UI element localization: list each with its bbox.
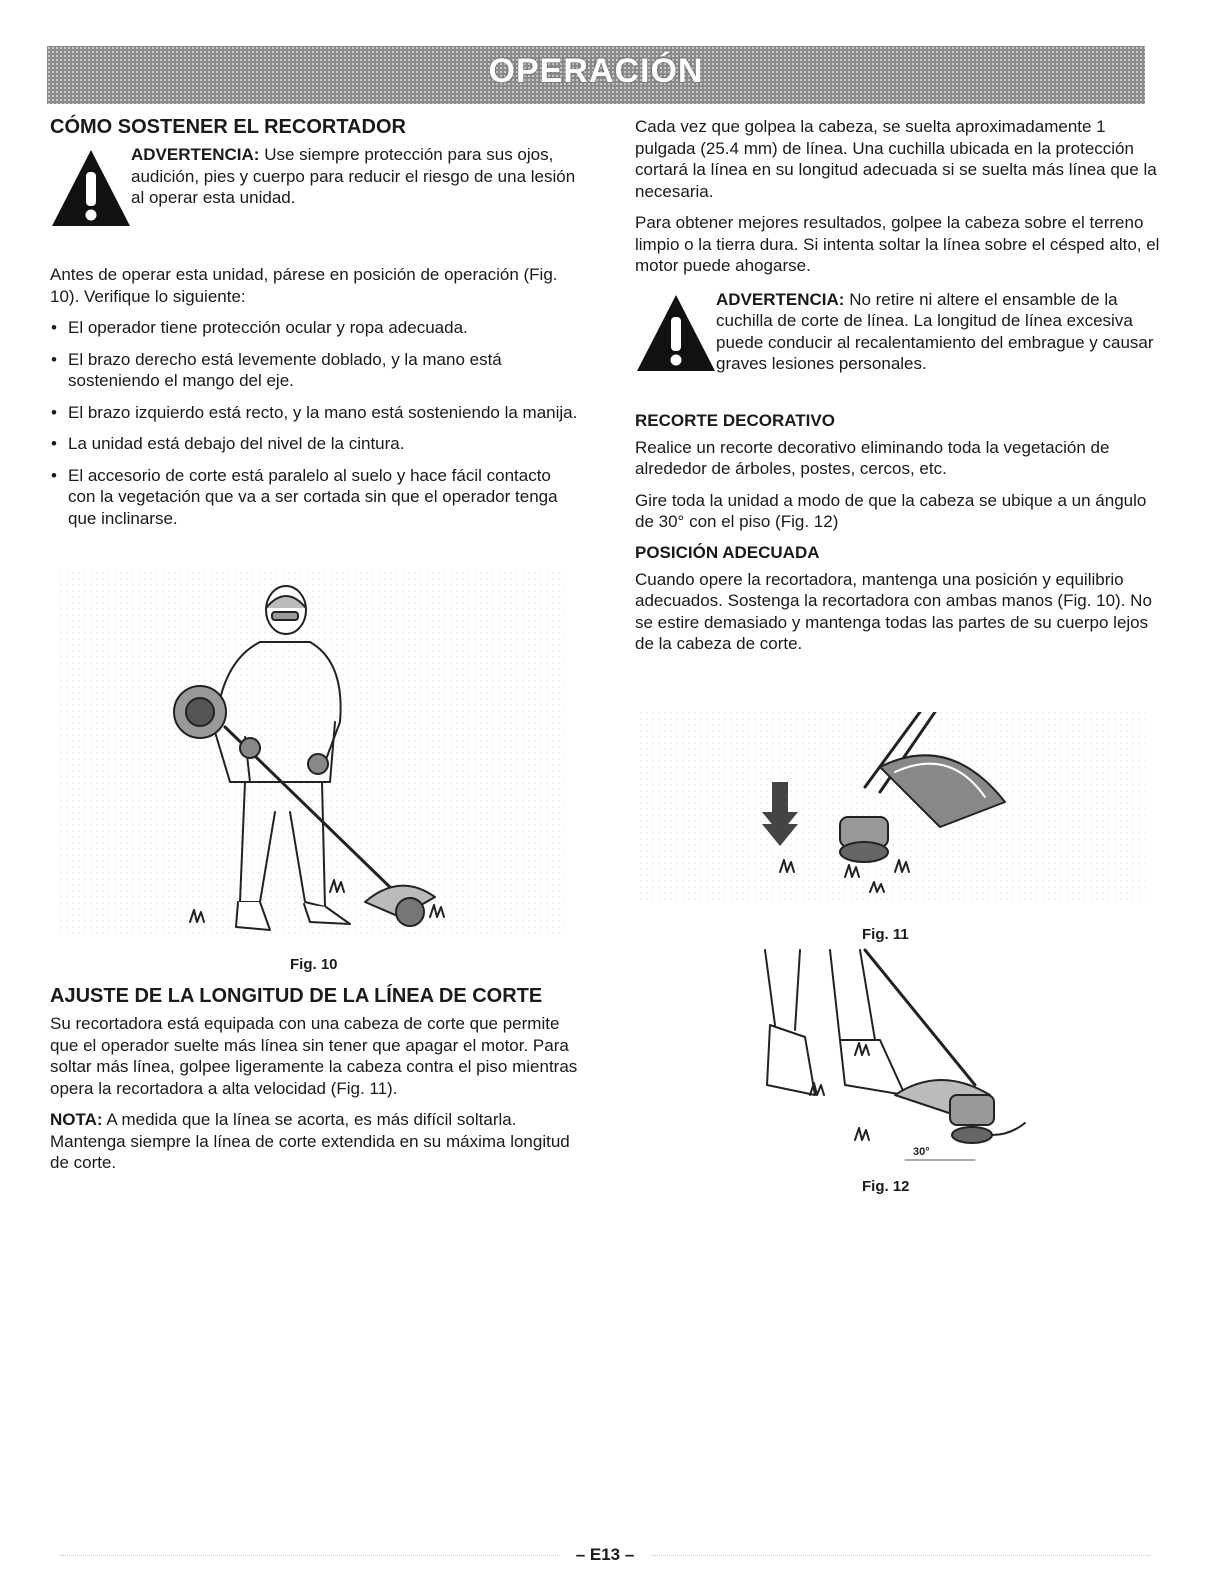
best-results-paragraph: Para obtener mejores resultados, golpee la cabeza sobre el terreno limpio o la tierra dura. Si intenta soltar la línea sobre el césped alto, el motor puede ahogarse.	[635, 213, 1160, 275]
heading-line-adjust: AJUSTE DE LA LONGITUD DE LA LÍNEA DE CORTE	[50, 985, 543, 1007]
fig12-illustration	[755, 945, 1040, 1175]
decorative-paragraph-2: Gire toda la unidad a modo de que la cabeza se ubique a un ángulo de 30° con el piso (Fig. 12)	[635, 490, 1147, 531]
warning-text-blade	[716, 289, 1165, 375]
fig11-illustration	[640, 712, 1145, 907]
warning-body: Use siempre protección para sus ojos, audición, pies y cuerpo para reducir el riesgo de una lesión al operar esta unidad.	[131, 145, 576, 207]
fig12-angle-label: 30°	[913, 1146, 930, 1158]
page-number: – E13 –	[560, 1545, 650, 1565]
checklist	[50, 317, 580, 529]
left-column	[50, 116, 580, 539]
banner-title: OPERACIÓN	[488, 52, 704, 90]
checklist-item: • El operador tiene protección ocular y ropa adecuada.	[50, 317, 580, 339]
warning-label: ADVERTENCIA:	[716, 289, 845, 309]
intro-paragraph: Antes de operar esta unidad, párese en posición de operación (Fig. 10). Verifique lo siguiente:	[50, 265, 558, 306]
note-paragraph	[50, 1109, 580, 1174]
fig12-caption: Fig. 12	[862, 1178, 910, 1195]
warning-block-holding	[50, 144, 580, 240]
note-label: NOTA:	[50, 1110, 103, 1129]
fig10-caption: Fig. 10	[290, 956, 338, 973]
position-paragraph: Cuando opere la recortadora, mantenga una posición y equilibrio adecuados. Sostenga la recortadora con ambas manos (Fig. 10). No se estire demasiado y mantenga todas las partes de su cuerpo lejos de la cabeza de corte.	[635, 569, 1152, 653]
line-adjust-paragraph: Su recortadora está equipada con una cabeza de corte que permite que el operador suelte más línea sin tener que apagar el motor. Para soltar más línea, golpee ligeramente la cabeza contra el piso mientras opera la recortadora a alta velocidad (Fig. 11).	[50, 1014, 578, 1098]
warning-block-blade	[635, 289, 1165, 385]
bump-paragraph: Cada vez que golpea la cabeza, se suelta aproximadamente 1 pulgada (25.4 mm) de línea. Una cuchilla ubicada en la protección cortará la línea en su longitud adecuada si se suelta más línea que la necesaria.	[635, 117, 1157, 201]
warning-triangle-icon	[635, 293, 717, 373]
heading-decorative: RECORTE DECORATIVO	[635, 410, 835, 430]
note-text: A medida que la línea se acorta, es más difícil soltarla. Mantenga siempre la línea de corte extendida en su máxima longitud de corte.	[50, 1110, 570, 1172]
warning-text-holding	[131, 144, 580, 209]
warning-body: No retire ni altere el ensamble de la cuchilla de corte de línea. La longitud de línea excesiva puede conducir al recalentamiento del embrague y causar graves lesiones personales.	[716, 289, 1154, 373]
warning-triangle-icon	[50, 148, 132, 228]
checklist-item: • El accesorio de corte está paralelo al suelo y hace fácil contacto con la vegetación que va a ser cortada sin que el operador tenga que inclinarse.	[50, 465, 580, 530]
checklist-item: • La unidad está debajo del nivel de la cintura.	[50, 433, 580, 455]
heading-position: POSICIÓN ADECUADA	[635, 542, 820, 562]
fig11-caption: Fig. 11	[862, 926, 909, 943]
checklist-item: • El brazo izquierdo está recto, y la mano está sosteniendo la manija.	[50, 402, 580, 424]
right-column	[635, 116, 1165, 665]
section-banner	[47, 46, 1145, 104]
heading-holding: CÓMO SOSTENER EL RECORTADOR	[50, 116, 406, 138]
fig10-illustration	[60, 572, 565, 952]
warning-label: ADVERTENCIA:	[131, 145, 260, 164]
checklist-item: • El brazo derecho está levemente doblado, y la mano está sosteniendo el mango del eje.	[50, 349, 580, 392]
line-adjust-section	[50, 986, 580, 1184]
decorative-paragraph-1: Realice un recorte decorativo eliminando toda la vegetación de alrededor de árboles, postes, cercos, etc.	[635, 437, 1110, 478]
